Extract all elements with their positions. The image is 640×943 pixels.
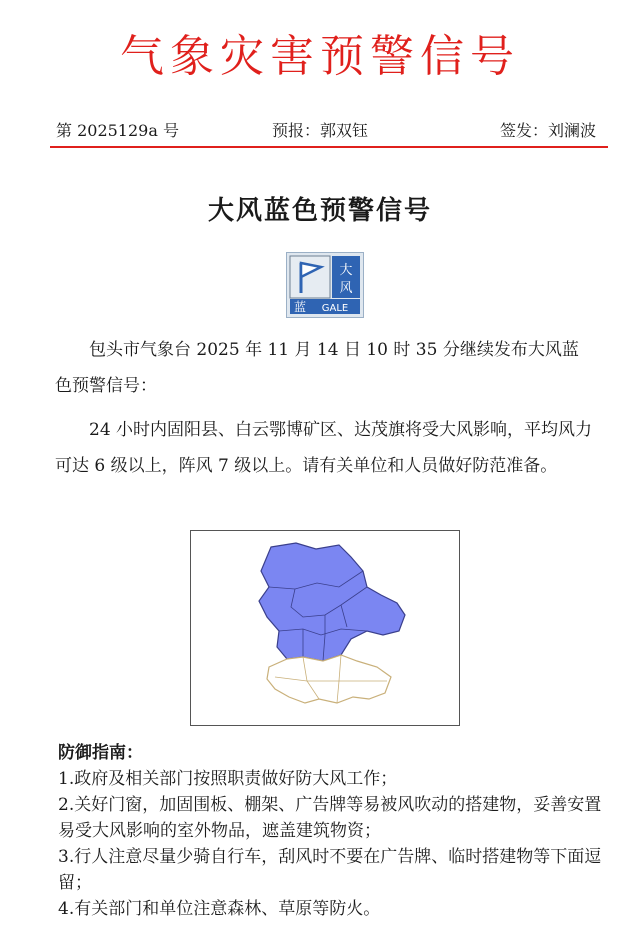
guidance-item: 4.有关部门和单位注意森林、草原等防火。 xyxy=(58,899,381,919)
document-title: 大风蓝色预警信号 xyxy=(207,196,432,226)
map-warning-region xyxy=(259,543,405,661)
guidance-item: 3.行人注意尽量少骑自行车，刮风时不要在广告牌、临时搭建物等下面逗留； xyxy=(58,847,602,893)
icon-char-top: 大 xyxy=(339,263,353,278)
icon-english-label: GALE xyxy=(321,303,349,314)
issue-number: 第 2025129a 号 xyxy=(56,121,179,140)
announcement-paragraph: 包头市气象台 2025 年 11 月 14 日 10 时 35 分继续发布大风蓝色预警信号： xyxy=(55,340,579,396)
signer: 签发：刘澜波 xyxy=(499,121,596,140)
forecaster: 预报：郭双钰 xyxy=(272,121,369,140)
map-other-region xyxy=(267,655,391,703)
header-meta-row xyxy=(50,118,610,140)
signal-header-title: 气象灾害预警信号 xyxy=(120,31,520,82)
gale-blue-warning-icon xyxy=(286,252,364,318)
guidance-item: 2.关好门窗，加固围板、棚架、广告牌等易被风吹动的搭建物，妥善安置易受大风影响的室外物品，遮盖建筑物资； xyxy=(58,795,602,841)
header-divider xyxy=(50,146,608,148)
impact-paragraph: 24 小时内固阳县、白云鄂博矿区、达茂旗将受大风影响，平均风力可达 6 级以上，阵风 7 级以上。请有关单位和人员做好防范准备。 xyxy=(55,420,593,476)
guidance-heading: 防御指南： xyxy=(58,743,143,763)
guidance-item: 1.政府及相关部门按照职责做好防大风工作； xyxy=(58,769,398,789)
guidance-list xyxy=(58,766,618,922)
icon-level-char: 蓝 xyxy=(293,300,307,314)
warning-area-map xyxy=(190,530,460,726)
icon-char-bottom: 风 xyxy=(339,281,353,296)
